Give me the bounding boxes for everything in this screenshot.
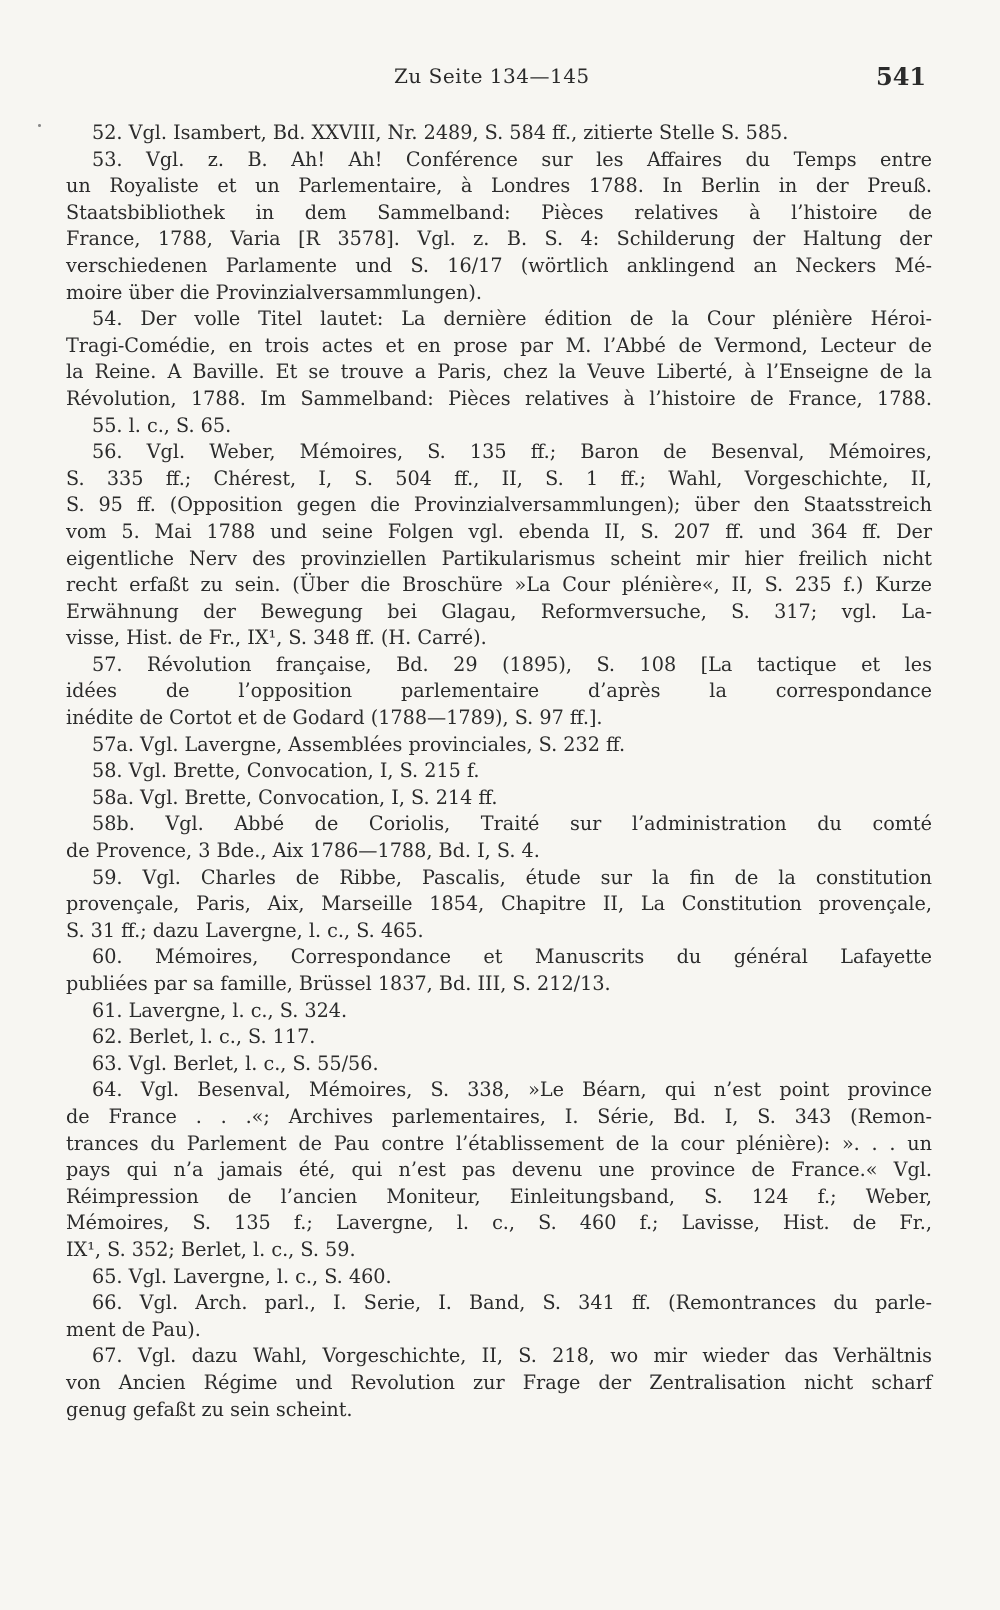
note-line: idées de l’opposition parlementaire d’après la correspondance (66, 679, 932, 703)
running-head (0, 64, 1000, 94)
note-line: visse, Hist. de Fr., IX¹, S. 348 ff. (H. Carré). (66, 626, 487, 650)
note-line: 65. Vgl. Lavergne, l. c., S. 460. (92, 1264, 392, 1288)
note-line: S. 95 ff. (Opposition gegen die Provinzialversammlungen); über den Staatsstreich (66, 493, 932, 517)
note-line: 56. Vgl. Weber, Mémoires, S. 135 ff.; Baron de Besenval, Mémoires, (92, 440, 932, 464)
note-line: Staatsbibliothek in dem Sammelband: Pièces relatives à l’histoire de (66, 200, 932, 224)
note-line: trances du Parlement de Pau contre l’établissement de la cour plénière): ». . . un (66, 1131, 932, 1155)
note-line: 66. Vgl. Arch. parl., I. Serie, I. Band, S. 341 ff. (Remontrances du parle- (92, 1291, 932, 1315)
note-line: pays qui n’a jamais été, qui n’est pas devenu une province de France.« Vgl. (66, 1158, 932, 1182)
note-line: genug gefaßt zu sein scheint. (66, 1397, 353, 1421)
note-line: verschiedenen Parlamente und S. 16/17 (wörtlich anklingend an Neckers Mé- (66, 253, 932, 277)
note-line: S. 31 ff.; dazu Lavergne, l. c., S. 465. (66, 918, 424, 942)
note-line: inédite de Cortot et de Godard (1788—1789), S. 97 ff.]. (66, 706, 603, 730)
note-line: 57. Révolution française, Bd. 29 (1895), S. 108 [La tactique et les (92, 652, 932, 676)
note-line: IX¹, S. 352; Berlet, l. c., S. 59. (66, 1237, 356, 1261)
note-line: publiées par sa famille, Brüssel 1837, Bd. III, S. 212/13. (66, 972, 611, 995)
note-line: la Reine. A Baville. Et se trouve a Paris, chez la Veuve Liberté, à l’Enseigne de la (66, 360, 932, 384)
note-line: 59. Vgl. Charles de Ribbe, Pascalis, étude sur la fin de la constitution (92, 865, 932, 889)
margin-dot (38, 124, 41, 127)
note-line: Réimpression de l’ancien Moniteur, Einleitungsband, S. 124 f.; Weber, (66, 1184, 932, 1208)
note-line: 63. Vgl. Berlet, l. c., S. 55/56. (92, 1051, 379, 1075)
note-line: von Ancien Régime und Revolution zur Frage der Zentralisation nicht scharf (66, 1370, 932, 1394)
note-line: 55. l. c., S. 65. (92, 413, 232, 437)
note-line: 54. Der volle Titel lautet: La dernière édition de la Cour plénière Héroi- (92, 307, 932, 331)
note-line: provençale, Paris, Aix, Marseille 1854, Chapitre II, La Constitution provençale, (66, 892, 932, 916)
note-line: un Royaliste et un Parlementaire, à Londres 1788. In Berlin in der Preuß. (66, 174, 932, 198)
note-line: 64. Vgl. Besenval, Mémoires, S. 338, »Le Béarn, qui n’est point province (92, 1078, 932, 1102)
note-line: vom 5. Mai 1788 und seine Folgen vgl. ebenda II, S. 207 ff. und 364 ff. Der (66, 519, 932, 543)
note-line: 58b. Vgl. Abbé de Coriolis, Traité sur l’administration du comté (92, 812, 932, 836)
note-line: 67. Vgl. dazu Wahl, Vorgeschichte, II, S. 218, wo mir wieder das Verhältnis (92, 1344, 932, 1368)
note-line: de France . . .«; Archives parlementaires, I. Série, Bd. I, S. 343 (Remon- (66, 1104, 932, 1128)
note-line: 57a. Vgl. Lavergne, Assemblées provinciales, S. 232 ff. (92, 732, 626, 756)
note-line: eigentliche Nerv des provinziellen Partikularismus scheint mir hier freilich nicht (66, 546, 932, 570)
note-line: ment de Pau). (66, 1317, 201, 1341)
note-line: 60. Mémoires, Correspondance et Manuscrits du général Lafayette (92, 945, 932, 969)
note-line: Erwähnung der Bewegung bei Glagau, Reformversuche, S. 317; vgl. La- (66, 599, 932, 623)
note-line: 58a. Vgl. Brette, Convocation, I, S. 214 ff. (92, 785, 498, 809)
page-number: 541 (876, 62, 927, 91)
note-line: 58. Vgl. Brette, Convocation, I, S. 215 f. (92, 759, 480, 783)
note-line: recht erfaßt zu sein. (Über die Broschüre »La Cour plénière«, II, S. 235 f.) Kurze (66, 573, 932, 597)
note-line: Révolution, 1788. Im Sammelband: Pièces relatives à l’histoire de France, 1788. (66, 386, 932, 410)
running-head-title: Zu Seite 134—145 (394, 64, 590, 88)
note-line: France, 1788, Varia [R 3578]. Vgl. z. B. S. 4: Schilderung der Haltung der (66, 227, 932, 251)
note-line: 53. Vgl. z. B. Ah! Ah! Conférence sur les Affaires du Temps entre (92, 147, 932, 171)
note-line: Tragi-Comédie, en trois actes et en prose par M. l’Abbé de Vermond, Lecteur de (66, 333, 932, 357)
note-line: 52. Vgl. Isambert, Bd. XXVIII, Nr. 2489, S. 584 ff., zitierte Stelle S. 585. (92, 121, 789, 144)
footnotes-block (66, 120, 932, 1423)
note-line: S. 335 ff.; Chérest, I, S. 504 ff., II, S. 1 ff.; Wahl, Vorgeschichte, II, (66, 466, 932, 490)
note-line: 61. Lavergne, l. c., S. 324. (92, 998, 348, 1022)
note-line: de Provence, 3 Bde., Aix 1786—1788, Bd. I, S. 4. (66, 839, 540, 863)
note-line: Mémoires, S. 135 f.; Lavergne, l. c., S. 460 f.; Lavisse, Hist. de Fr., (66, 1211, 932, 1235)
note-line: moire über die Provinzialversammlungen). (66, 280, 482, 304)
note-line: 62. Berlet, l. c., S. 117. (92, 1025, 316, 1049)
